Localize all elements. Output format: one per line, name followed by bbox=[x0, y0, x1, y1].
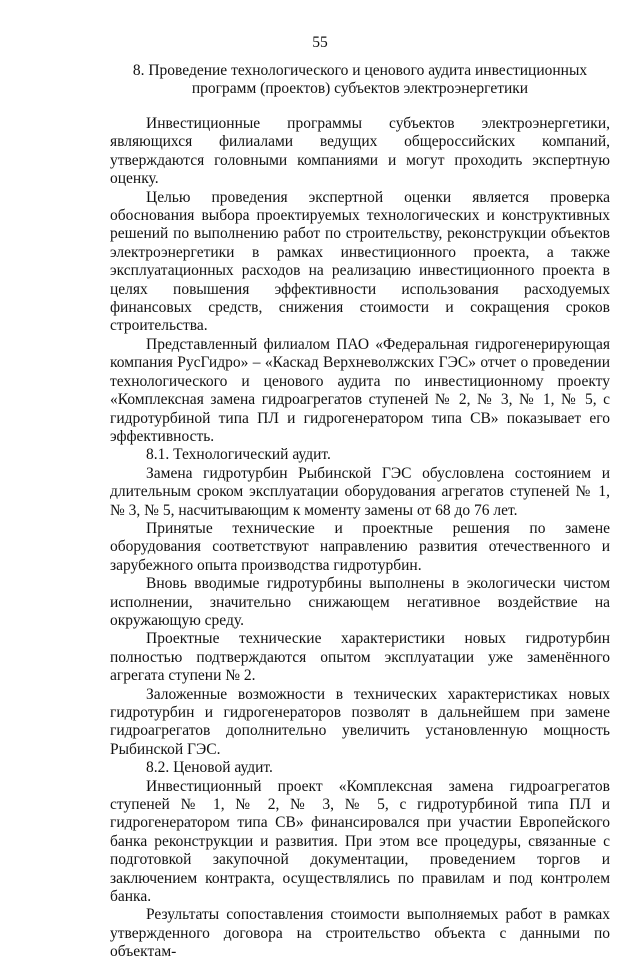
paragraph-intro: Инвестиционные программы субъектов электроэнергетики, являющихся филиалами ведущих общероссийских компаний, утверждаются головными компаниями и могут проходить экспертную оценку. bbox=[110, 115, 610, 188]
subsection-technological-audit: 8.1. Технологический аудит. bbox=[146, 446, 331, 464]
paragraph-turbine-replacement: Замена гидротурбин Рыбинской ГЭС обусловлена состоянием и длительным сроком эксплуатации оборудования агрегатов ступеней № 1, № 3, № 5, насчитывающим к моменту замены от 68 до 76 лет. bbox=[110, 464, 610, 519]
document-body bbox=[110, 115, 610, 962]
subsection-price-audit: 8.2. Ценовой аудит. bbox=[146, 759, 273, 777]
paragraph-technical-decisions: Принятые технические и проектные решения по замене оборудования соответствуют направлению развития отечественного и зарубежного опыта производства гидротурбин. bbox=[110, 519, 610, 574]
paragraph-capacity-increase: Заложенные возможности в технических характеристиках новых гидротурбин и гидрогенераторов позволят в дальнейшем при замене гидроагрегатов дополнительно увеличить установленную мощность Рыбинской ГЭС. bbox=[110, 685, 610, 758]
paragraph-ebrd-financing: Инвестиционный проект «Комплексная замена гидроагрегатов ступеней № 1, № 2, № 3, № 5, с гидротурбиной типа ПЛ и гидрогенератором типа СВ» финансировался при участии Европейского банка реконструкции и развития. При этом все процедуры, связанные с подготовкой закупочной документации, проведением торгов и заключением контракта, осуществлялись по правилам и под контролем банка. bbox=[110, 777, 610, 906]
section-title: 8. Проведение технологического и ценового аудита инвестиционных программ (проектов) субъектов электроэнергетики bbox=[132, 62, 588, 98]
page-number: 55 bbox=[312, 34, 328, 51]
paragraph-cost-comparison: Результаты сопоставления стоимости выполняемых работ в рамках утвержденного договора на строительство объекта с данными по объектам- bbox=[110, 906, 610, 961]
paragraph-design-characteristics: Проектные технические характеристики новых гидротурбин полностью подтверждаются опытом эксплуатации уже заменённого агрегата ступени № 2. bbox=[110, 630, 610, 685]
paragraph-expert-purpose: Целью проведения экспертной оценки является проверка обоснования выбора проектируемых технологических и конструктивных решений по выполнению работ по строительству, реконструкции объектов электроэнергетики в рамках инвестиционного проекта, а также эксплуатационных расходов на реализацию инвестиционного проекта в целях повышения эффективности использования расходуемых финансовых средств, снижения стоимости и сокращения сроков строительства. bbox=[110, 188, 610, 335]
paragraph-ecological: Вновь вводимые гидротурбины выполнены в экологически чистом исполнении, значительно снижающем негативное воздействие на окружающую среду. bbox=[110, 575, 610, 629]
paragraph-audit-report: Представленный филиалом ПАО «Федеральная гидрогенерирующая компания РусГидро» – «Каскад Верхневолжских ГЭС» отчет о проведении технологического и ценового аудита по инвестиционному проекту «Комплексная замена гидроагрегатов ступеней № 2, № 3, № 1, № 5, с гидротурбиной типа ПЛ и гидрогенератором типа СВ» показывает его эффективность. bbox=[110, 335, 610, 445]
